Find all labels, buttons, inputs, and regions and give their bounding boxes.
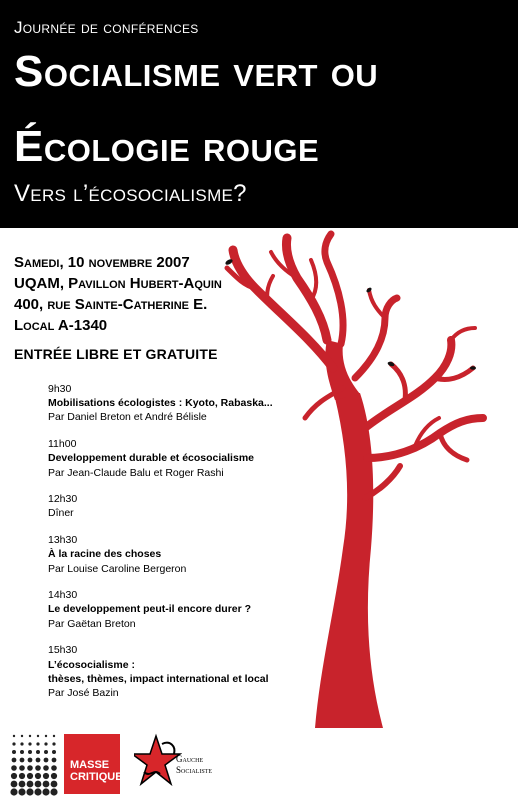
session-speakers: Par Louise Caroline Bergeron [48, 562, 187, 575]
gs-logo-line1: Gauche [176, 754, 204, 764]
session-title: Le developpement peut-il encore durer ? [48, 603, 252, 616]
event-info [14, 252, 222, 336]
subtitle: Vers l’écosocialisme? [14, 180, 247, 207]
program-session [48, 643, 318, 700]
gauche-socialiste-logo-text [176, 754, 212, 776]
header-banner [0, 0, 518, 228]
session-time: 11h00 [48, 438, 77, 451]
session-time: 14h30 [48, 589, 78, 602]
mc-logo-line2: CRITIQUE [70, 771, 123, 783]
session-time: 15h30 [48, 644, 78, 657]
event-venue: UQAM, Pavillon Hubert-Aquin [14, 275, 222, 292]
session-time: 13h30 [48, 534, 78, 547]
event-date: Samedi, 10 novembre 2007 [14, 254, 190, 271]
admission-text: ENTRÉE LIBRE ET GRATUITE [14, 346, 218, 362]
program-session [48, 533, 318, 576]
session-title: Developpement durable et écosocialisme [48, 452, 254, 465]
session-speakers: Par Daniel Breton et André Bélisle [48, 411, 207, 424]
session-title: L’écosocialisme : [48, 658, 135, 671]
session-title: Dîner [48, 507, 74, 520]
session-title-continued: thèses, thèmes, impact international et local [48, 672, 269, 685]
red-star-icon [134, 728, 182, 792]
masse-critique-logo [64, 734, 123, 794]
event-address: 400, rue Sainte-Catherine E. [14, 296, 208, 313]
mc-logo-line1: MASSE [70, 759, 110, 771]
sponsor-logos [0, 720, 518, 800]
title-line-1: Socialisme vert ou [14, 47, 379, 96]
event-room: Local A-1340 [14, 317, 108, 334]
session-time: 12h30 [48, 493, 78, 506]
gs-logo-line2: Socialiste [176, 765, 213, 775]
title-line-2: Écologie rouge [14, 122, 320, 171]
program-session [48, 382, 318, 425]
program-session [48, 437, 318, 480]
session-title: Mobilisations écologistes : Kyoto, Rabaska... [48, 397, 273, 410]
program-session [48, 492, 318, 520]
kicker-text: Journée de conférences [14, 18, 199, 37]
session-speakers: Par Jean-Claude Balu et Roger Rashi [48, 466, 224, 479]
halftone-dots-icon [10, 732, 60, 796]
program-session [48, 588, 318, 631]
program-list [48, 382, 318, 713]
session-speakers: Par José Bazin [48, 686, 119, 699]
session-title: À la racine des choses [48, 548, 162, 561]
session-speakers: Par Gaëtan Breton [48, 617, 136, 630]
session-time: 9h30 [48, 383, 72, 395]
